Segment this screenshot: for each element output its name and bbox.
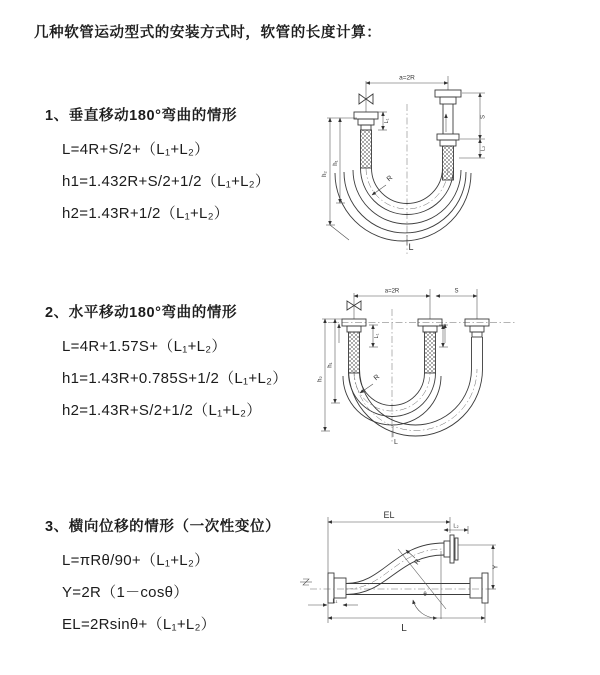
- dim-l-total: [393, 427, 398, 446]
- left-hose-braid: [349, 332, 360, 373]
- dim-l1-label: L₁: [332, 598, 338, 605]
- hose-displaced-curve: [346, 543, 444, 595]
- dim-a2r-label: a=2R: [399, 74, 415, 82]
- dim-l2: [444, 524, 468, 535]
- dim-l-label: L: [394, 439, 398, 446]
- diagram-horizontal-180-bend: [310, 281, 600, 456]
- left-flange: [342, 319, 366, 332]
- middle-hose-braid: [425, 332, 436, 373]
- dim-l-label: L: [408, 242, 414, 252]
- angle-theta-label: θ: [423, 592, 427, 598]
- page-title: 几种软管运动型式的安装方式时，软管的长度计算：: [34, 25, 382, 41]
- formula-line: L=4R+1.57S+（L₁+L₂）: [62, 338, 227, 355]
- section-3-heading: 3、横向位移的情形（一次性变位）: [45, 519, 281, 535]
- dim-l1-label: L₁: [374, 333, 380, 339]
- dim-y: [458, 545, 500, 589]
- dim-h2-label: h₂: [317, 376, 324, 382]
- section-1-heading: 1、垂直移动180°弯曲的情形: [45, 108, 238, 124]
- dim-h2-label: h₂: [322, 171, 328, 177]
- dim-h2: [322, 118, 357, 225]
- centerline-mark: [300, 579, 312, 585]
- dim-l-total: [330, 225, 414, 252]
- section-1: [45, 104, 270, 230]
- dim-l1-label: L₁: [384, 118, 390, 124]
- formula-line: h1=1.432R+S/2+1/2（L₁+L₂）: [62, 173, 271, 190]
- dim-s-label: S: [480, 114, 487, 120]
- dim-y-label: Y: [492, 564, 500, 570]
- formula-line: h2=1.43R+1/2（L₁+L₂）: [62, 205, 230, 222]
- right-hose-braid: [443, 146, 454, 180]
- dim-l-label: L: [401, 623, 407, 634]
- middle-flange: [418, 319, 442, 332]
- dim-h1: [333, 118, 345, 203]
- diagram-vertical-180-bend: [313, 68, 598, 258]
- dim-el: [328, 510, 450, 573]
- dim-l-total: [328, 603, 485, 634]
- right-pipe: [435, 90, 461, 146]
- dim-s-label: S: [454, 288, 459, 295]
- dim-a2r-label: a=2R: [384, 288, 400, 295]
- dim-a2r: [366, 75, 448, 84]
- hose-u-bend-displaced: [349, 337, 483, 436]
- dim-s: [436, 289, 477, 297]
- formula-line: h1=1.43R+0.785S+1/2（L₁+L₂）: [62, 370, 288, 387]
- dim-h1-label: h₁: [327, 362, 334, 368]
- radius-label: R: [372, 373, 382, 383]
- section-3: [45, 515, 280, 641]
- dim-l1: [378, 112, 390, 130]
- dim-h1-label: h₁: [333, 160, 339, 166]
- formula-line: L=πRθ/90+（L₁+L₂）: [62, 552, 210, 569]
- angle-theta: [398, 549, 446, 619]
- section-2: [45, 301, 288, 427]
- dim-h2: [318, 319, 343, 431]
- dim-l2: [480, 139, 487, 158]
- radius-label: R: [385, 174, 395, 184]
- dim-l2-label: L₂: [453, 523, 459, 530]
- formula-line: Y=2R（1－cosθ）: [62, 584, 189, 601]
- dim-h1: [328, 319, 341, 403]
- section-2-heading: 2、水平移动180°弯曲的情形: [45, 305, 238, 321]
- dim-a2r: [354, 289, 430, 297]
- dim-l2-label: L₂: [480, 145, 487, 152]
- dim-middle-small: [439, 325, 448, 347]
- dim-el-label: EL: [383, 510, 395, 520]
- diagram-lateral-displacement: [298, 497, 600, 652]
- dim-l1: [308, 599, 358, 606]
- right-flange: [465, 319, 489, 337]
- upper-right-flange: [444, 535, 458, 563]
- left-hose-braid: [361, 130, 372, 168]
- formula-line: EL=2Rsinθ+（L₁+L₂）: [62, 616, 216, 633]
- dim-l1: [369, 325, 380, 347]
- radius-label: R: [413, 558, 423, 567]
- left-flange: [354, 112, 378, 130]
- formula-line: h2=1.43R+S/2+1/2（L₁+L₂）: [62, 402, 262, 419]
- formula-line: L=4R+S/2+（L₁+L₂）: [62, 141, 210, 158]
